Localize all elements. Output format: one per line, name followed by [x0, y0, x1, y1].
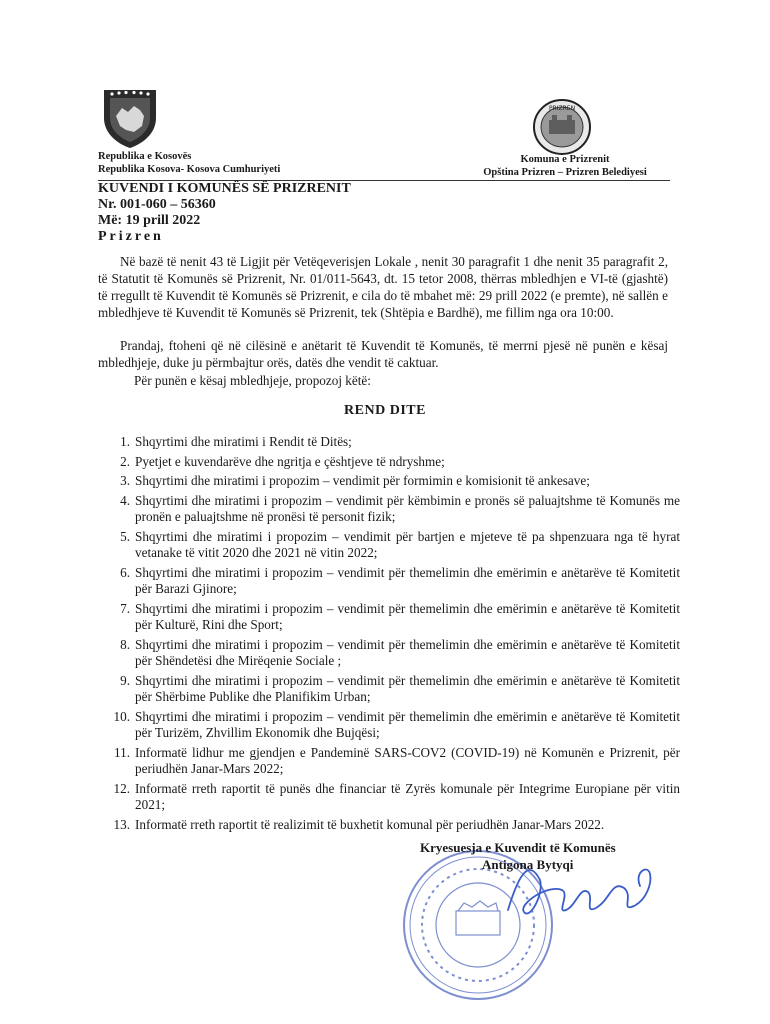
agenda-item — [105, 473, 680, 490]
agenda-list — [105, 434, 680, 836]
kosovo-coat-of-arms-icon — [98, 86, 162, 150]
agenda-item-text: Pyetjet e kuvendarëve dhe ngritja e çështjeve të ndryshme; — [135, 453, 445, 469]
agenda-item-number: 13. — [113, 816, 130, 832]
signature-title: Kryesuesja e Kuvendit të Komunës — [420, 840, 616, 855]
agenda-item-text: Shqyrtimi dhe miratimi i propozim – vendimit për themelimin dhe emërimin e anëtarëve të Komitetit për Kulturë, Rini dhe Sport; — [135, 600, 680, 632]
agenda-item — [105, 637, 680, 670]
agenda-item-number: 4. — [120, 492, 130, 508]
agenda-title: REND DITE — [344, 403, 426, 418]
agenda-item-text: Informatë rreth raportit të punës dhe financiar të Zyrës komunale për Integrime Europiane për vitin 2021; — [135, 780, 680, 812]
agenda-item — [105, 434, 680, 451]
municipality-name-line1: Komuna e Prizrenit — [520, 154, 610, 165]
agenda-item-text: Informatë lidhur me gjendjen e Pandeminë SARS-COV2 (COVID-19) në Komunën e Prizrenit, për periudhën Janar-Mars 2022; — [135, 744, 680, 776]
agenda-item — [105, 493, 680, 526]
agenda-item-number: 10. — [113, 708, 130, 724]
document-number: Nr. 001-060 – 56360 — [98, 197, 216, 212]
handwritten-signature-icon — [500, 850, 670, 930]
agenda-item — [105, 565, 680, 598]
agenda-item-number: 12. — [113, 780, 130, 796]
country-name-line2: Republika Kosova- Kosova Cumhuriyeti — [98, 164, 281, 175]
agenda-item-number: 8. — [120, 636, 130, 652]
agenda-item — [105, 601, 680, 634]
agenda-item-text: Shqyrtimi dhe miratimi i propozim – vendimit për themelimin dhe emërimin e anëtarëve të Komitetit për Barazi Gjinore; — [135, 564, 680, 596]
document-meta — [98, 181, 351, 245]
country-name-line1: Republika e Kosovës — [98, 151, 192, 162]
agenda-item-text: Shqyrtimi dhe miratimi i propozim – vendimit për themelimin dhe emërimin e anëtarëve të Komitetit për Shëndetësi dhe Mirëqenie Sociale ; — [135, 636, 680, 668]
paragraph-convocation: Në bazë të nenit 43 të Ligjit për Vetëqeverisjen Lokale , nenit 30 paragrafit 1 dhe nenit 35 paragrafit 2, të Statutit të Komunës së Prizrenit, Nr. 01/011-5643, dt. 15 tetor 2008, thërras mbledhjen e VI-të (gjashtë) të rregullt të Kuvendit të Komunës së Prizrenit, e cila do të mbahet më: 29 prill 2022 (e premte), në sallën e mbledhjeve të Kuvendit të Komunës së Prizrenit, tek (Shtëpia e Bardhë), me fillim nga ora 10:00. — [98, 254, 668, 320]
agenda-item — [105, 529, 680, 562]
signature-name: Antigona Bytyqi — [482, 857, 574, 872]
municipality-name-line2: Opština Prizren – Prizren Belediyesi — [483, 167, 647, 178]
agenda-item-text: Shqyrtimi dhe miratimi i propozim – vendimit për bartjen e mjeteve të pa shpenzuara nga të hyrat vetanake të vitit 2020 dhe 2021 në vitin 2022; — [135, 528, 680, 560]
agenda-item — [105, 709, 680, 742]
document-date: Më: 19 prill 2022 — [98, 213, 201, 228]
seal-text: PRIZREN — [548, 105, 576, 112]
agenda-item — [105, 673, 680, 706]
agenda-item-text: Shqyrtimi dhe miratimi i propozim – vendimit për këmbimin e pronës së paluajtshme të Komunës me pronën e paluajtshme në pronësi të personit fizik; — [135, 492, 680, 524]
prizren-seal-icon — [532, 98, 592, 156]
agenda-item-text: Informatë rreth raportit të realizimit të buxhetit komunal për periudhën Janar-Mars 2022. — [135, 816, 605, 832]
agenda-item — [105, 781, 680, 814]
agenda-item-text: Shqyrtimi dhe miratimi i propozim – vendimit për formimin e komisionit të ankesave; — [135, 473, 590, 488]
institution-name: KUVENDI I KOMUNËS SË PRIZRENIT — [98, 181, 351, 196]
agenda-item-text: Shqyrtimi dhe miratimi i propozim – vendimit për themelimin dhe emërimin e anëtarëve të Komitetit për Turizëm, Zhvillim Ekonomik dhe Bujqësi; — [135, 708, 680, 740]
document-place: Prizren — [98, 229, 164, 244]
paragraph-proposal: Për punën e kësaj mbledhjeje, propozoj këtë: — [134, 373, 371, 388]
paragraph-invitation: Prandaj, ftoheni që në cilësinë e anëtarit të Kuvendit të Komunës, të merrni pjesë në punën e kësaj mbledhjeje, duke ju përmbajtur orës, datës dhe vendit të caktuar. — [98, 338, 668, 370]
agenda-item-number: 1. — [120, 434, 130, 449]
agenda-item-number: 11. — [114, 744, 130, 760]
agenda-item-number: 7. — [120, 600, 130, 616]
agenda-item-text: Shqyrtimi dhe miratimi i propozim – vendimit për themelimin dhe emërimin e anëtarëve të Komitetit për Shërbime Publike dhe Planifikim Urban; — [135, 672, 680, 704]
agenda-item-text: Shqyrtimi dhe miratimi i Rendit të Ditës; — [135, 434, 352, 449]
agenda-item-number: 6. — [120, 564, 130, 580]
agenda-item-number: 9. — [120, 672, 130, 688]
agenda-item-number: 5. — [120, 528, 130, 544]
agenda-item — [105, 454, 680, 471]
agenda-item — [105, 817, 680, 834]
agenda-item — [105, 745, 680, 778]
header-right — [460, 153, 670, 179]
agenda-item-number: 2. — [120, 453, 130, 469]
header-left — [98, 150, 280, 176]
agenda-item-number: 3. — [120, 473, 130, 488]
